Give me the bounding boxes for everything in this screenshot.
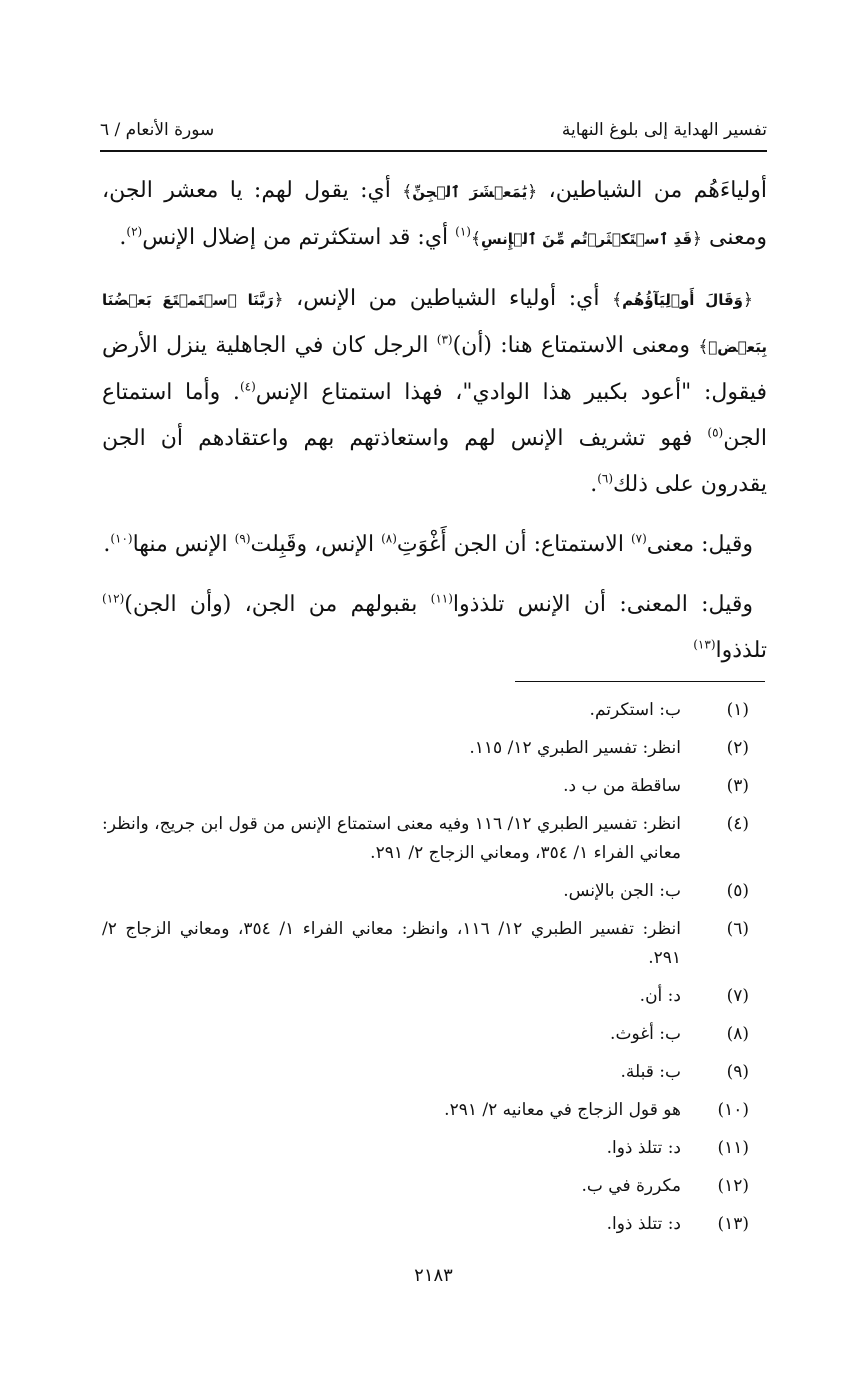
footnote-text: ب: أغوث.: [610, 1024, 681, 1044]
text-run: .: [119, 225, 127, 250]
footnote-item: [102, 1172, 767, 1201]
footnote-item: [102, 877, 767, 906]
header-rule: [100, 150, 767, 152]
footnote-number: (١٠): [717, 1100, 749, 1120]
footnote-item: [102, 1134, 767, 1163]
footnote-number: (٢): [726, 738, 749, 758]
text-run: وقيل: المعنى: أن الإنس تلذذوا: [452, 592, 753, 617]
footnote-number: (١١): [717, 1138, 749, 1158]
quran-verse: وَقَالَ أَوۡلِيَآؤُهُم: [622, 291, 744, 309]
footnote-number: (١): [726, 700, 749, 720]
text-run: أي: قد استكثرتم من إضلال الإنس: [142, 225, 456, 250]
footnote-ref[interactable]: (١): [455, 224, 471, 239]
footnote-ref[interactable]: (٥): [707, 425, 724, 440]
footnote-ref[interactable]: (٨): [381, 531, 397, 546]
quran-open-bracket: ﴿: [692, 229, 702, 249]
text-run: تلذذوا: [715, 638, 767, 663]
footnote-number: (٥): [726, 881, 749, 901]
footnote-text: د: أن.: [639, 986, 681, 1006]
footnote-ref[interactable]: (١٢): [102, 591, 125, 606]
footnote-number: (١٣): [717, 1214, 749, 1234]
footnote-item: [102, 734, 767, 763]
running-head: [100, 110, 767, 140]
text-run: الإنس منها: [132, 532, 235, 557]
page-number: ٢١٨٣: [414, 1265, 453, 1286]
text-run: .: [590, 472, 598, 497]
footnote-separator: [515, 681, 765, 682]
footnote-text: انظر: تفسير الطبري ١٢/ ١١٦ وفيه معنى استمتاع الإنس من قول ابن جريج، وانظر: معاني الفراء ١/ ٣٥٤، ومعاني الزجاج ٢/ ٢٩١.: [102, 814, 681, 863]
footnote-item: [102, 982, 767, 1011]
footnote-ref[interactable]: (١١): [430, 591, 453, 606]
text-run: الرجل كان في الجاهلية ينزل الأرض فيقول: "أعود بكبير هذا الوادي"، فهذا استمتاع الإنس: [102, 333, 767, 405]
quran-verse: قَدِ ٱسۡتَكۡثَرۡتُم مِّنَ ٱلۡإِنسِ: [480, 230, 693, 248]
footnote-number: (٤): [726, 814, 749, 834]
quran-close-bracket: ﴾: [698, 337, 709, 357]
footnote-item: [102, 915, 767, 973]
text-run: الاستمتاع: أن الجن أَغْوَتِ: [396, 532, 631, 557]
quran-close-bracket: ﴾: [470, 229, 481, 249]
text-run: أي: يقول لهم: يا معشر الجن، ومعنى: [102, 178, 767, 250]
paragraph-2: [102, 276, 767, 508]
footnote-item: [102, 810, 767, 868]
text-run: وقيل: معنى: [646, 532, 753, 557]
quran-open-bracket: ﴿: [273, 290, 284, 310]
text-run: فهو تشريف الإنس لهم واستعاذتهم بهم واعتقادهم أن الجن يقدرون على ذلك: [102, 426, 767, 497]
footnote-item: [102, 1058, 767, 1087]
book-title: تفسير الهداية إلى بلوغ النهاية: [561, 120, 767, 140]
text-run: . وأما استمتاع الجن: [102, 380, 767, 451]
footnote-number: (٦): [726, 919, 749, 939]
footnote-text: ساقطة من ب د.: [563, 776, 681, 796]
footnotes: [102, 696, 767, 1248]
paragraph-4: [102, 582, 767, 674]
footnote-item: [102, 1096, 767, 1125]
surah-label: سورة الأنعام / ٦: [100, 120, 215, 140]
quran-open-bracket: ﴿: [527, 182, 538, 202]
footnote-number: (٩): [726, 1062, 749, 1082]
footnote-text: هو قول الزجاج في معانيه ٢/ ٢٩١.: [444, 1100, 681, 1120]
footnote-ref[interactable]: (٦): [597, 471, 614, 486]
footnote-text: ب: استكرتم.: [589, 700, 681, 720]
quran-verse: يَٰمَعۡشَرَ ٱلۡجِنِّ: [412, 183, 528, 201]
footnote-text: ب: الجن بالإنس.: [563, 881, 681, 901]
text-run: الإنس، وقَبِلت: [250, 532, 382, 557]
footnote-ref[interactable]: (٢): [126, 224, 143, 239]
quran-open-bracket: ﴿: [743, 290, 753, 310]
quran-close-bracket: ﴾: [402, 182, 413, 202]
footnote-ref[interactable]: (٩): [234, 531, 251, 546]
text-run: بقبولهم من الجن، (وأن الجن): [124, 592, 431, 617]
main-text: [102, 168, 767, 688]
footnote-number: (٣): [726, 776, 749, 796]
footnote-ref[interactable]: (٣): [436, 332, 453, 347]
footnote-ref[interactable]: (٧): [630, 531, 647, 546]
footnote-item: [102, 1020, 767, 1049]
footnote-number: (١٢): [717, 1176, 749, 1196]
footnote-text: انظر: تفسير الطبري ١٢/ ١١٥.: [469, 738, 681, 758]
text-run: ومعنى الاستمتاع هنا: (أن): [452, 333, 699, 358]
quran-verse: رَبَّنَا ٱسۡتَمۡتَعَ بَعۡضُنَا بِبَعۡضٖ: [102, 291, 767, 356]
footnote-item: [102, 1210, 767, 1239]
footnote-text: د: تتلذ ذوا.: [606, 1138, 681, 1158]
footnote-item: [102, 696, 767, 725]
footnote-text: د: تتلذ ذوا.: [606, 1214, 681, 1234]
text-run: أي: أولياء الشياطين من الإنس،: [283, 286, 613, 311]
footnote-ref[interactable]: (١٠): [110, 531, 133, 546]
quran-close-bracket: ﴾: [612, 290, 623, 310]
footnote-number: (٨): [726, 1024, 749, 1044]
footnote-ref[interactable]: (٤): [239, 379, 256, 394]
footnote-number: (٧): [726, 986, 749, 1006]
text-run: أولياءَهُم من الشياطين،: [537, 178, 767, 203]
footnote-text: ب: قبلة.: [620, 1062, 681, 1082]
footnote-text: مكررة في ب.: [581, 1176, 681, 1196]
paragraph-1: [102, 168, 767, 262]
footnote-text: انظر: تفسير الطبري ١٢/ ١١٦، وانظر: معاني الفراء ١/ ٣٥٤، ومعاني الزجاج ٢/ ٢٩١.: [102, 919, 681, 968]
footnote-ref[interactable]: (١٣): [693, 637, 716, 652]
paragraph-3: [102, 522, 767, 568]
footnote-item: [102, 772, 767, 801]
text-run: .: [103, 532, 111, 557]
